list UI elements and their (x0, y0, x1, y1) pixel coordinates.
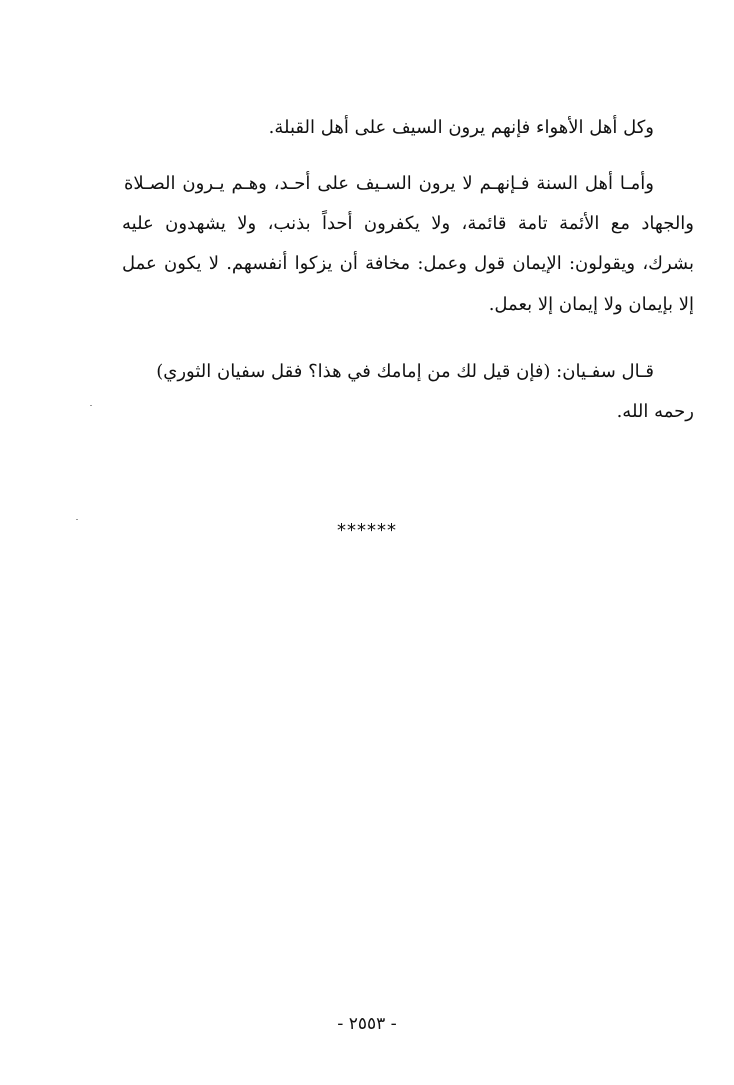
paragraph-2-line-4: إلا بإيمان ولا إيمان إلا بعمل. (488, 294, 694, 315)
section-separator: ****** (337, 520, 397, 541)
page-number: - ٢٥٥٣ - (337, 1014, 397, 1034)
paragraph-2-line-2: والجهاد مع الأئمة تامة قائمة، ولا يكفرون أحداً بذنب، ولا يشهدون عليه (122, 213, 694, 234)
paragraph-1-line-1: وكل أهل الأهواء فإنهم يرون السيف على أهل القبلة. (268, 117, 654, 138)
paragraph-2-line-1: وأمـا أهل السنة فـإنهـم لا يرون السـيف على أحـد، وهـم يـرون الصـلاة (124, 173, 654, 194)
scan-speck (90, 405, 92, 406)
paragraph-3-line-2: رحمه الله. (616, 401, 694, 422)
scan-speck (76, 519, 78, 520)
paragraph-3-line-1: قـال سفـيان: (فإن قيل لك من إمامك في هذا؟ فقل سفيان الثوري) (156, 361, 654, 382)
paragraph-2-line-3: بشرك، ويقولون: الإيمان قول وعمل: مخافة أن يزكوا أنفسهم. لا يكون عمل (122, 253, 694, 274)
